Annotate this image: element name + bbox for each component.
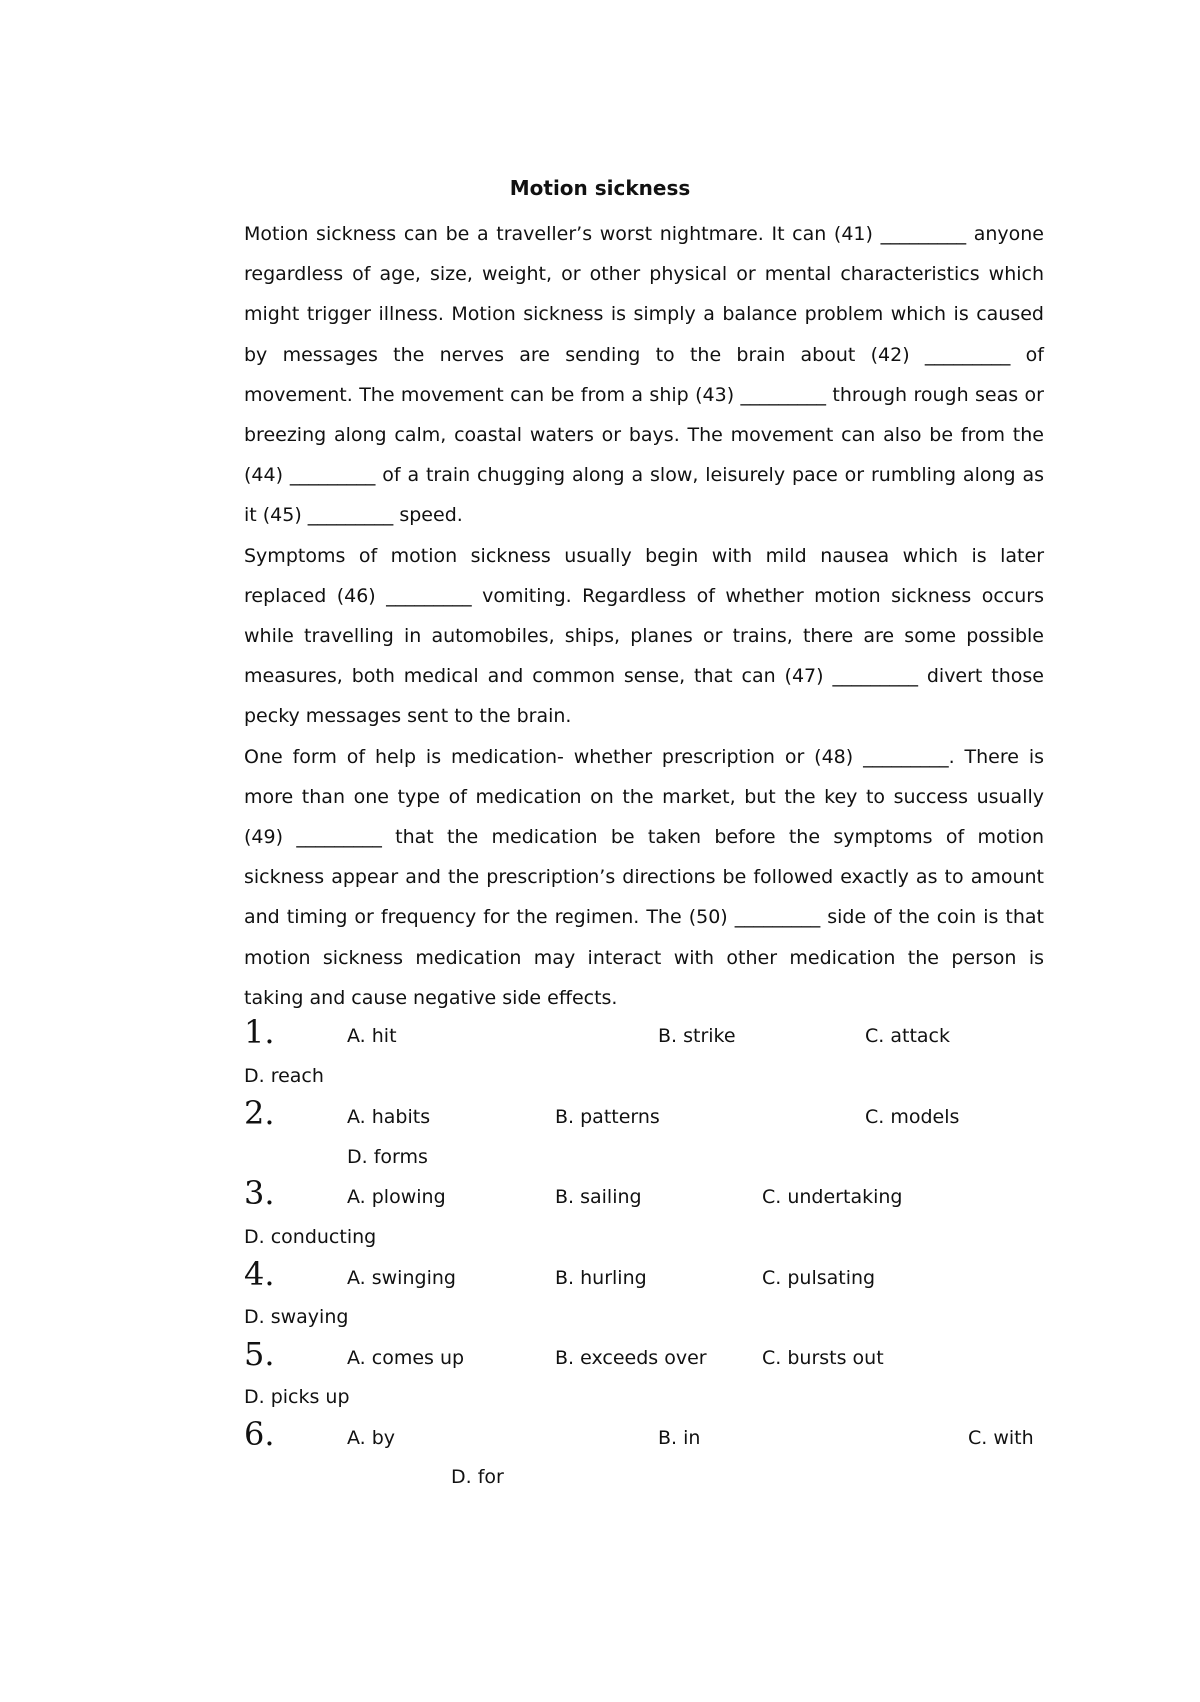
option-c: C. attack bbox=[865, 1025, 950, 1047]
option-a: A. habits bbox=[347, 1106, 431, 1128]
option-c: C. pulsating bbox=[762, 1267, 876, 1289]
option-c: C. with bbox=[968, 1427, 1034, 1449]
reading-passage bbox=[244, 214, 1044, 1018]
option-a: A. by bbox=[347, 1427, 396, 1449]
option-d: D. forms bbox=[347, 1146, 428, 1168]
option-b: B. exceeds over bbox=[555, 1347, 707, 1369]
passage-paragraph: One form of help is medication- whether prescription or (48) _________. There is more than one type of medication on the market, but the key to success usually (49) _________ that the medication be taken before the symptoms of motion sickness appear and the prescription’s directions be followed exactly as to amount and timing or frequency for the regimen. The (50) _________ side of the coin is that motion sickness medication may interact with other medication the person is taking and cause negative side effects. bbox=[244, 745, 1044, 1009]
question-number: 5. bbox=[244, 1335, 275, 1373]
question-number: 3. bbox=[244, 1174, 275, 1212]
option-c: C. models bbox=[865, 1106, 960, 1128]
question-number: 1. bbox=[244, 1013, 275, 1051]
option-a: A. hit bbox=[347, 1025, 397, 1047]
option-b: B. strike bbox=[658, 1025, 736, 1047]
passage-paragraph: Motion sickness can be a traveller’s worst nightmare. It can (41) _________ anyone regardless of age, size, weight, or other physical or mental characteristics which might trigger illness. Motion sickness is simply a balance problem which is caused by messages the nerves are sending to the brain about (42) _________ of movement. The movement can be from a ship (43) _________ through rough seas or breezing along calm, coastal waters or bays. The movement can also be from the (44) _________ of a train chugging along a slow, leisurely pace or rumbling along as it (45) _________ speed. bbox=[244, 223, 1044, 527]
question-number: 6. bbox=[244, 1415, 275, 1453]
option-d: D. for bbox=[451, 1466, 504, 1488]
option-a: A. swinging bbox=[347, 1267, 456, 1289]
option-a: A. comes up bbox=[347, 1347, 465, 1369]
question-number: 2. bbox=[244, 1094, 275, 1132]
document-title: Motion sickness bbox=[509, 176, 691, 200]
passage-paragraph: Symptoms of motion sickness usually begin with mild nausea which is later replaced (46) _________ vomiting. Regardless of whether motion sickness occurs while travelling in automobiles, ships, planes or trains, there are some possible measures, both medical and common sense, that can (47) _________ divert those pecky messages sent to the brain. bbox=[244, 544, 1044, 728]
option-d: D. picks up bbox=[244, 1386, 350, 1408]
option-b: B. sailing bbox=[555, 1186, 642, 1208]
option-d: D. conducting bbox=[244, 1226, 377, 1248]
option-b: B. patterns bbox=[555, 1106, 660, 1128]
option-a: A. plowing bbox=[347, 1186, 446, 1208]
question-number: 4. bbox=[244, 1255, 275, 1293]
option-b: B. hurling bbox=[555, 1267, 647, 1289]
option-c: C. bursts out bbox=[762, 1347, 884, 1369]
option-d: D. swaying bbox=[244, 1306, 349, 1328]
option-c: C. undertaking bbox=[762, 1186, 903, 1208]
option-d: D. reach bbox=[244, 1065, 324, 1087]
option-b: B. in bbox=[658, 1427, 701, 1449]
